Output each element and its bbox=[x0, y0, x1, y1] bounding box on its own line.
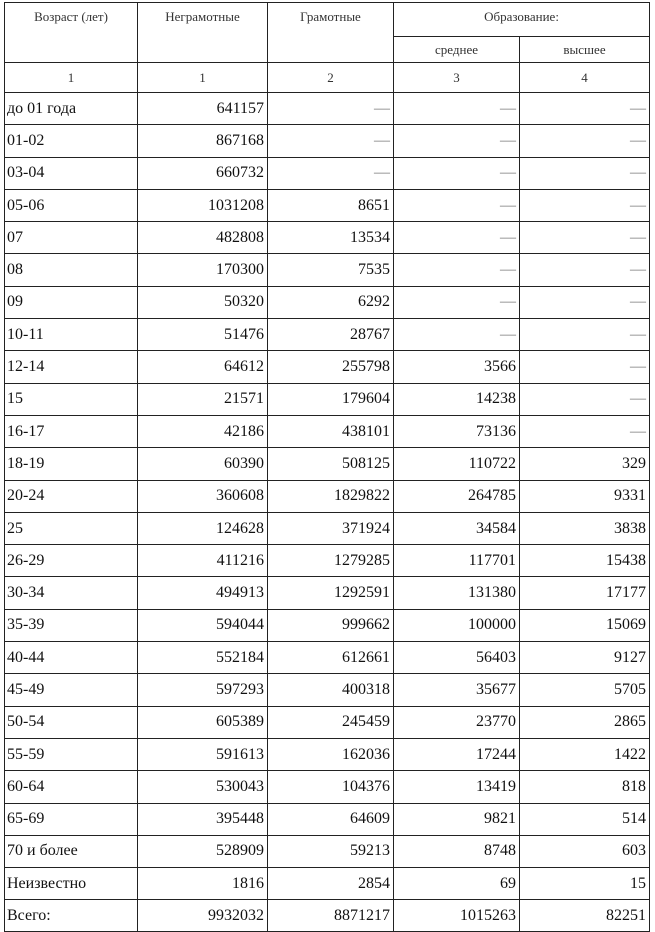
table-row bbox=[5, 222, 650, 254]
secondary-cell: — bbox=[394, 125, 520, 157]
column-number: 3 bbox=[394, 63, 520, 93]
illiterate-cell: 1816 bbox=[138, 868, 268, 900]
age-cell: 15 bbox=[5, 383, 138, 415]
literate-cell: 8871217 bbox=[268, 900, 394, 932]
illiterate-cell: 50320 bbox=[138, 286, 268, 318]
literate-cell: 13534 bbox=[268, 222, 394, 254]
higher-cell: 514 bbox=[520, 803, 650, 835]
higher-cell: — bbox=[520, 415, 650, 447]
table-row bbox=[5, 480, 650, 512]
table-row bbox=[5, 93, 650, 125]
higher-cell: — bbox=[520, 222, 650, 254]
literate-cell: — bbox=[268, 125, 394, 157]
literate-cell: 59213 bbox=[268, 835, 394, 867]
table-row bbox=[5, 319, 650, 351]
table-row bbox=[5, 545, 650, 577]
illiterate-cell: 528909 bbox=[138, 835, 268, 867]
secondary-cell: 56403 bbox=[394, 642, 520, 674]
illiterate-cell: 170300 bbox=[138, 254, 268, 286]
higher-cell: — bbox=[520, 93, 650, 125]
higher-cell: 603 bbox=[520, 835, 650, 867]
illiterate-cell: 591613 bbox=[138, 738, 268, 770]
secondary-cell: 100000 bbox=[394, 609, 520, 641]
secondary-cell: — bbox=[394, 286, 520, 318]
secondary-cell: 69 bbox=[394, 868, 520, 900]
age-cell: 09 bbox=[5, 286, 138, 318]
table-row bbox=[5, 125, 650, 157]
higher-cell: — bbox=[520, 383, 650, 415]
secondary-cell: 3566 bbox=[394, 351, 520, 383]
illiterate-cell: 411216 bbox=[138, 545, 268, 577]
secondary-cell: — bbox=[394, 189, 520, 221]
literate-cell: — bbox=[268, 93, 394, 125]
table-row bbox=[5, 157, 650, 189]
higher-cell: 82251 bbox=[520, 900, 650, 932]
header-age: Возраст (лет) bbox=[5, 3, 138, 63]
higher-cell: 9331 bbox=[520, 480, 650, 512]
secondary-cell: 117701 bbox=[394, 545, 520, 577]
age-cell: 50-54 bbox=[5, 706, 138, 738]
illiterate-cell: 605389 bbox=[138, 706, 268, 738]
secondary-cell: 9821 bbox=[394, 803, 520, 835]
illiterate-cell: 594044 bbox=[138, 609, 268, 641]
higher-cell: 15069 bbox=[520, 609, 650, 641]
literate-cell: 6292 bbox=[268, 286, 394, 318]
age-cell: 07 bbox=[5, 222, 138, 254]
age-cell: 65-69 bbox=[5, 803, 138, 835]
illiterate-cell: 42186 bbox=[138, 415, 268, 447]
higher-cell: 17177 bbox=[520, 577, 650, 609]
table-header bbox=[5, 3, 650, 93]
column-number: 1 bbox=[138, 63, 268, 93]
secondary-cell: 35677 bbox=[394, 674, 520, 706]
age-cell: 10-11 bbox=[5, 319, 138, 351]
header-higher: высшее bbox=[520, 37, 650, 63]
literate-cell: 508125 bbox=[268, 448, 394, 480]
literate-cell: 245459 bbox=[268, 706, 394, 738]
illiterate-cell: 641157 bbox=[138, 93, 268, 125]
table-row bbox=[5, 609, 650, 641]
higher-cell: 1422 bbox=[520, 738, 650, 770]
table-row bbox=[5, 512, 650, 544]
age-cell: 45-49 bbox=[5, 674, 138, 706]
table-row bbox=[5, 189, 650, 221]
table-row bbox=[5, 868, 650, 900]
secondary-cell: — bbox=[394, 254, 520, 286]
literate-cell: 28767 bbox=[268, 319, 394, 351]
table-row bbox=[5, 835, 650, 867]
illiterate-cell: 482808 bbox=[138, 222, 268, 254]
illiterate-cell: 660732 bbox=[138, 157, 268, 189]
literate-cell: 1279285 bbox=[268, 545, 394, 577]
secondary-cell: 131380 bbox=[394, 577, 520, 609]
table-row bbox=[5, 383, 650, 415]
literate-cell: 162036 bbox=[268, 738, 394, 770]
illiterate-cell: 360608 bbox=[138, 480, 268, 512]
illiterate-cell: 1031208 bbox=[138, 189, 268, 221]
literate-cell: 179604 bbox=[268, 383, 394, 415]
higher-cell: 15 bbox=[520, 868, 650, 900]
illiterate-cell: 9932032 bbox=[138, 900, 268, 932]
column-number: 4 bbox=[520, 63, 650, 93]
secondary-cell: 110722 bbox=[394, 448, 520, 480]
secondary-cell: — bbox=[394, 157, 520, 189]
table-row bbox=[5, 674, 650, 706]
literate-cell: 999662 bbox=[268, 609, 394, 641]
age-cell: 08 bbox=[5, 254, 138, 286]
header-literate: Грамотные bbox=[268, 3, 394, 63]
illiterate-cell: 124628 bbox=[138, 512, 268, 544]
secondary-cell: 8748 bbox=[394, 835, 520, 867]
age-cell: 30-34 bbox=[5, 577, 138, 609]
table-row bbox=[5, 286, 650, 318]
higher-cell: 329 bbox=[520, 448, 650, 480]
table-row bbox=[5, 771, 650, 803]
illiterate-cell: 494913 bbox=[138, 577, 268, 609]
literate-cell: 2854 bbox=[268, 868, 394, 900]
table-body bbox=[5, 93, 650, 932]
higher-cell: 2865 bbox=[520, 706, 650, 738]
literate-cell: 1829822 bbox=[268, 480, 394, 512]
secondary-cell: 13419 bbox=[394, 771, 520, 803]
column-number: 1 bbox=[5, 63, 138, 93]
age-cell: 25 bbox=[5, 512, 138, 544]
secondary-cell: 264785 bbox=[394, 480, 520, 512]
age-cell: 16-17 bbox=[5, 415, 138, 447]
age-cell: 26-29 bbox=[5, 545, 138, 577]
table-row bbox=[5, 254, 650, 286]
header-education: Образование: bbox=[394, 3, 650, 37]
total-row bbox=[5, 900, 650, 932]
age-cell: 12-14 bbox=[5, 351, 138, 383]
age-cell: 35-39 bbox=[5, 609, 138, 641]
age-cell: Неизвестно bbox=[5, 868, 138, 900]
illiterate-cell: 51476 bbox=[138, 319, 268, 351]
secondary-cell: — bbox=[394, 319, 520, 351]
age-cell: 55-59 bbox=[5, 738, 138, 770]
literate-cell: 612661 bbox=[268, 642, 394, 674]
age-cell: 20-24 bbox=[5, 480, 138, 512]
age-cell: Всего: bbox=[5, 900, 138, 932]
header-secondary: среднее bbox=[394, 37, 520, 63]
census-table bbox=[4, 2, 650, 932]
higher-cell: 818 bbox=[520, 771, 650, 803]
higher-cell: — bbox=[520, 286, 650, 318]
higher-cell: — bbox=[520, 319, 650, 351]
table-row bbox=[5, 738, 650, 770]
table-row bbox=[5, 706, 650, 738]
age-cell: 70 и более bbox=[5, 835, 138, 867]
literate-cell: 371924 bbox=[268, 512, 394, 544]
illiterate-cell: 552184 bbox=[138, 642, 268, 674]
literate-cell: 104376 bbox=[268, 771, 394, 803]
higher-cell: — bbox=[520, 157, 650, 189]
literate-cell: 7535 bbox=[268, 254, 394, 286]
secondary-cell: 23770 bbox=[394, 706, 520, 738]
header-illiterate: Неграмотные bbox=[138, 3, 268, 63]
literate-cell: — bbox=[268, 157, 394, 189]
higher-cell: 5705 bbox=[520, 674, 650, 706]
literate-cell: 255798 bbox=[268, 351, 394, 383]
table-row bbox=[5, 642, 650, 674]
illiterate-cell: 530043 bbox=[138, 771, 268, 803]
table-row bbox=[5, 803, 650, 835]
higher-cell: 3838 bbox=[520, 512, 650, 544]
secondary-cell: — bbox=[394, 93, 520, 125]
secondary-cell: 14238 bbox=[394, 383, 520, 415]
secondary-cell: 17244 bbox=[394, 738, 520, 770]
age-cell: 05-06 bbox=[5, 189, 138, 221]
literate-cell: 438101 bbox=[268, 415, 394, 447]
literate-cell: 64609 bbox=[268, 803, 394, 835]
higher-cell: — bbox=[520, 125, 650, 157]
literate-cell: 1292591 bbox=[268, 577, 394, 609]
table-row bbox=[5, 351, 650, 383]
illiterate-cell: 64612 bbox=[138, 351, 268, 383]
table-row bbox=[5, 448, 650, 480]
age-cell: 18-19 bbox=[5, 448, 138, 480]
secondary-cell: 34584 bbox=[394, 512, 520, 544]
literate-cell: 8651 bbox=[268, 189, 394, 221]
higher-cell: — bbox=[520, 254, 650, 286]
secondary-cell: 1015263 bbox=[394, 900, 520, 932]
illiterate-cell: 395448 bbox=[138, 803, 268, 835]
illiterate-cell: 60390 bbox=[138, 448, 268, 480]
secondary-cell: 73136 bbox=[394, 415, 520, 447]
age-cell: до 01 года bbox=[5, 93, 138, 125]
higher-cell: — bbox=[520, 351, 650, 383]
age-cell: 60-64 bbox=[5, 771, 138, 803]
literate-cell: 400318 bbox=[268, 674, 394, 706]
column-number-row bbox=[5, 63, 650, 93]
age-cell: 01-02 bbox=[5, 125, 138, 157]
illiterate-cell: 597293 bbox=[138, 674, 268, 706]
higher-cell: 9127 bbox=[520, 642, 650, 674]
age-cell: 03-04 bbox=[5, 157, 138, 189]
illiterate-cell: 867168 bbox=[138, 125, 268, 157]
age-cell: 40-44 bbox=[5, 642, 138, 674]
higher-cell: — bbox=[520, 189, 650, 221]
illiterate-cell: 21571 bbox=[138, 383, 268, 415]
column-number: 2 bbox=[268, 63, 394, 93]
table-row bbox=[5, 577, 650, 609]
secondary-cell: — bbox=[394, 222, 520, 254]
higher-cell: 15438 bbox=[520, 545, 650, 577]
table-row bbox=[5, 415, 650, 447]
